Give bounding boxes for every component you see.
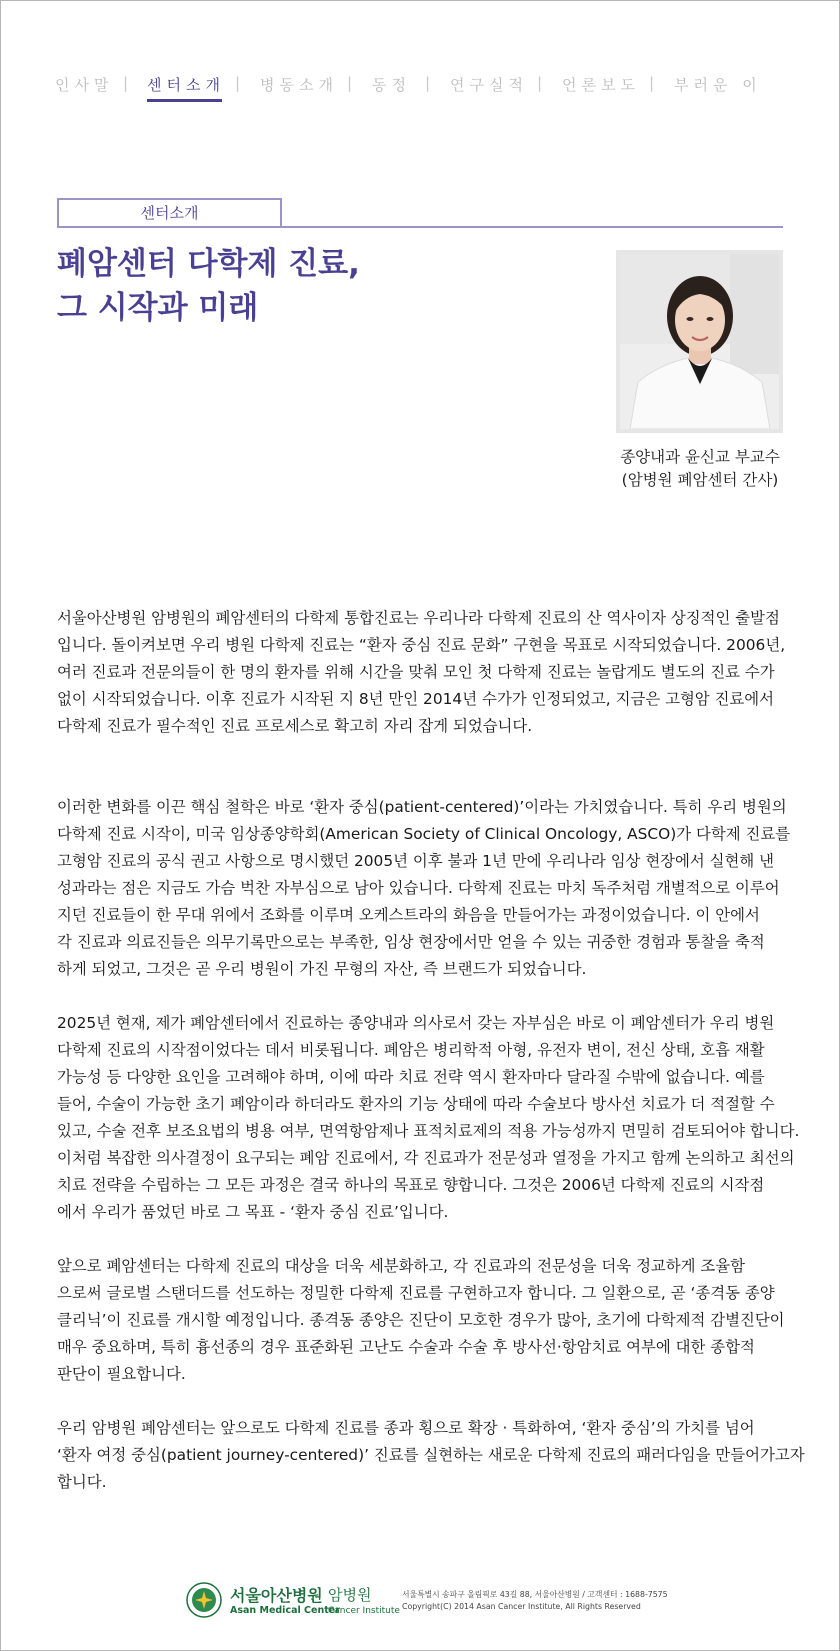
body-line: 여러 진료과 전문의들이 한 명의 환자를 위해 시간을 맞춰 모인 첫 다학제 진료는 놀랍게도 별도의 진료 수가 [57, 663, 775, 681]
section-label: 센터소개 [57, 198, 282, 228]
article-body [57, 578, 805, 1496]
nav-separator: | [425, 74, 431, 92]
caption-line-2: (암병원 폐암센터 간사) [621, 471, 779, 489]
paragraph-3 [57, 1010, 800, 1226]
body-line: 치료 전략을 수립하는 그 모든 과정은 결국 하나의 목표로 향합니다. 그것은 2006년 다학제 진료의 시작점 [57, 1176, 765, 1194]
body-line: 에서 우리가 품었던 바로 그 목표 - ‘환자 중심 진료’입니다. [57, 1203, 449, 1221]
caption-line-1: 종양내과 윤신교 부교수 [620, 448, 780, 466]
footer-copyright: Copyright(C) 2014 Asan Cancer Institute, All Rights Reserved [402, 1602, 641, 1611]
body-line: 서울아산병원 암병원의 폐암센터의 다학제 통합진료는 우리나라 다학제 진료의 산 역사이자 상징적인 출발점 [57, 609, 780, 627]
nav-separator: | [235, 74, 241, 92]
nav-item-center-intro[interactable]: 센터소개 [147, 76, 225, 94]
footer-info [402, 1589, 668, 1613]
nav-separator: | [537, 74, 543, 92]
title-line-2: 그 시작과 미래 [57, 290, 259, 326]
body-line: 으로써 글로벌 스탠더드를 선도하는 정밀한 다학제 진료를 구현하고자 합니다. 그 일환으로, 곧 ‘종격동 종양 [57, 1284, 775, 1302]
top-navigation [55, 74, 790, 110]
body-line: 다학제 진료가 필수적인 진료 프로세스로 확고히 자리 잡게 되었습니다. [57, 717, 533, 735]
body-line: 고형암 진료의 공식 권고 사항으로 명시했던 2005년 이후 불과 1년 만에 우리나라 임상 현장에서 실현해 낸 [57, 852, 775, 870]
body-line: 매우 중요하며, 특히 흉선종의 경우 표준화된 고난도 수술과 수술 후 방사선·항암치료 여부에 대한 종합적 [57, 1338, 755, 1356]
body-line: 다학제 진료 시작이, 미국 임상종양학회(American Society of Clinical Oncology, ASCO)가 다학제 진료를 [57, 825, 791, 843]
portrait-caption [600, 446, 800, 492]
body-line: ‘환자 여정 중심(patient journey-centered)’ 진료를 실현하는 새로운 다학제 진료의 패러다임을 만들어가고자 [57, 1446, 805, 1464]
body-line: 이처럼 복잡한 의사결정이 요구되는 폐암 진료에서, 각 진료과가 전문성과 열정을 가지고 함께 논의하고 최선의 [57, 1149, 795, 1167]
article-title [57, 242, 477, 330]
body-line: 들어, 수술이 가능한 초기 폐암이라 하더라도 환자의 기능 상태에 따라 수술보다 방사선 치료가 더 적절할 수 [57, 1095, 775, 1113]
body-line: 다학제 진료의 시작점이었다는 데서 비롯됩니다. 폐암은 병리학적 아형, 유전자 변이, 전신 상태, 호흡 재활 [57, 1041, 765, 1059]
body-line: 없이 시작되었습니다. 이후 진료가 시작된 지 8년 만인 2014년 수가가 인정되었고, 지금은 고형암 진료에서 [57, 690, 775, 708]
title-line-1: 폐암센터 다학제 진료, [57, 246, 360, 282]
body-line: 우리 암병원 폐암센터는 앞으로도 다학제 진료를 종과 횡으로 확장 · 특화하여, ‘환자 중심’의 가치를 넘어 [57, 1419, 755, 1437]
body-line: 합니다. [57, 1473, 107, 1491]
paragraph-gap [57, 983, 783, 1010]
nav-item-greeting[interactable]: 인사말 [55, 76, 114, 94]
body-line: 클리닉’이 진료를 개시할 예정입니다. 종격동 종양은 진단이 모호한 경우가 많아, 초기에 다학제적 감별진단이 [57, 1311, 785, 1329]
nav-item-press[interactable]: 언론보도 [562, 76, 640, 94]
logo-english: Asan Medical Center [230, 1605, 340, 1616]
nav-item-research[interactable]: 연구실적 [450, 76, 528, 94]
paragraph-gap [57, 1226, 783, 1253]
section-divider [282, 226, 783, 228]
paragraph-2 [57, 794, 791, 983]
body-line: 성과라는 점은 지금도 가슴 벅찬 자부심으로 남아 있습니다. 다학제 진료는 마치 독주처럼 개별적으로 이루어 [57, 879, 780, 897]
footer-address: 서울특별시 송파구 올림픽로 43길 88, 서울아산병원 / 고객센터 : 1688-7575 [402, 1590, 668, 1599]
nav-active-underline [147, 99, 222, 102]
body-line: 앞으로 폐암센터는 다학제 진료의 대상을 더욱 세분화하고, 각 진료과의 전문성을 더욱 정교하게 조율함 [57, 1257, 746, 1275]
logo-korean: 서울아산병원 [230, 1586, 323, 1605]
paragraph-gap [57, 767, 783, 794]
nav-item-news[interactable]: 동정 [372, 76, 411, 94]
body-line: 판단이 필요합니다. [57, 1365, 186, 1383]
body-line: 각 진료과 의료진들은 의무기록만으로는 부족한, 임상 현장에서만 얻을 수 있는 귀중한 경험과 통찰을 축적 [57, 933, 765, 951]
body-line: 이러한 변화를 이끈 핵심 철학은 바로 ‘환자 중심(patient-centered)’이라는 가치였습니다. 특히 우리 병원의 [57, 798, 787, 816]
body-line: 있고, 수술 전후 보조요법의 병용 여부, 면역항암제나 표적치료제의 적용 가능성까지 면밀히 검토되어야 합니다. [57, 1122, 800, 1140]
paragraph-gap [57, 1388, 783, 1415]
nav-separator: | [649, 74, 655, 92]
nav-item-ward-intro[interactable]: 병동소개 [260, 76, 338, 94]
logo-korean-sub: 암병원 [328, 1586, 372, 1604]
body-line: 입니다. 돌이켜보면 우리 병원 다학제 진료는 “환자 중심 진료 문화” 구현을 목표로 시작되었습니다. 2006년, [57, 636, 786, 654]
body-line: 하게 되었고, 그것은 곧 우리 병원이 가진 무형의 자산, 즉 브랜드가 되었습니다. [57, 960, 587, 978]
body-line: 가능성 등 다양한 요인을 고려해야 하며, 이에 따라 치료 전략 역시 환자마다 달라질 수밖에 없습니다. 예를 [57, 1068, 765, 1086]
nav-item-envy[interactable]: 부러운 이 [674, 76, 762, 94]
author-portrait [616, 250, 783, 433]
nav-separator: | [347, 74, 353, 92]
body-line: 지던 진료들이 한 무대 위에서 조화를 이루며 오케스트라의 화음을 만들어가는 과정이었습니다. 이 안에서 [57, 906, 760, 924]
paragraph-4 [57, 1253, 783, 1388]
paragraph-5 [57, 1415, 805, 1496]
body-line: 2025년 현재, 제가 폐암센터에서 진료하는 종양내과 의사로서 갖는 자부심은 바로 이 폐암센터가 우리 병원 [57, 1014, 775, 1032]
logo-english-sub: Cancer Institute [328, 1606, 400, 1616]
hospital-emblem-icon [186, 1582, 222, 1618]
portrait-illustration [620, 254, 779, 429]
nav-separator: | [123, 74, 129, 92]
